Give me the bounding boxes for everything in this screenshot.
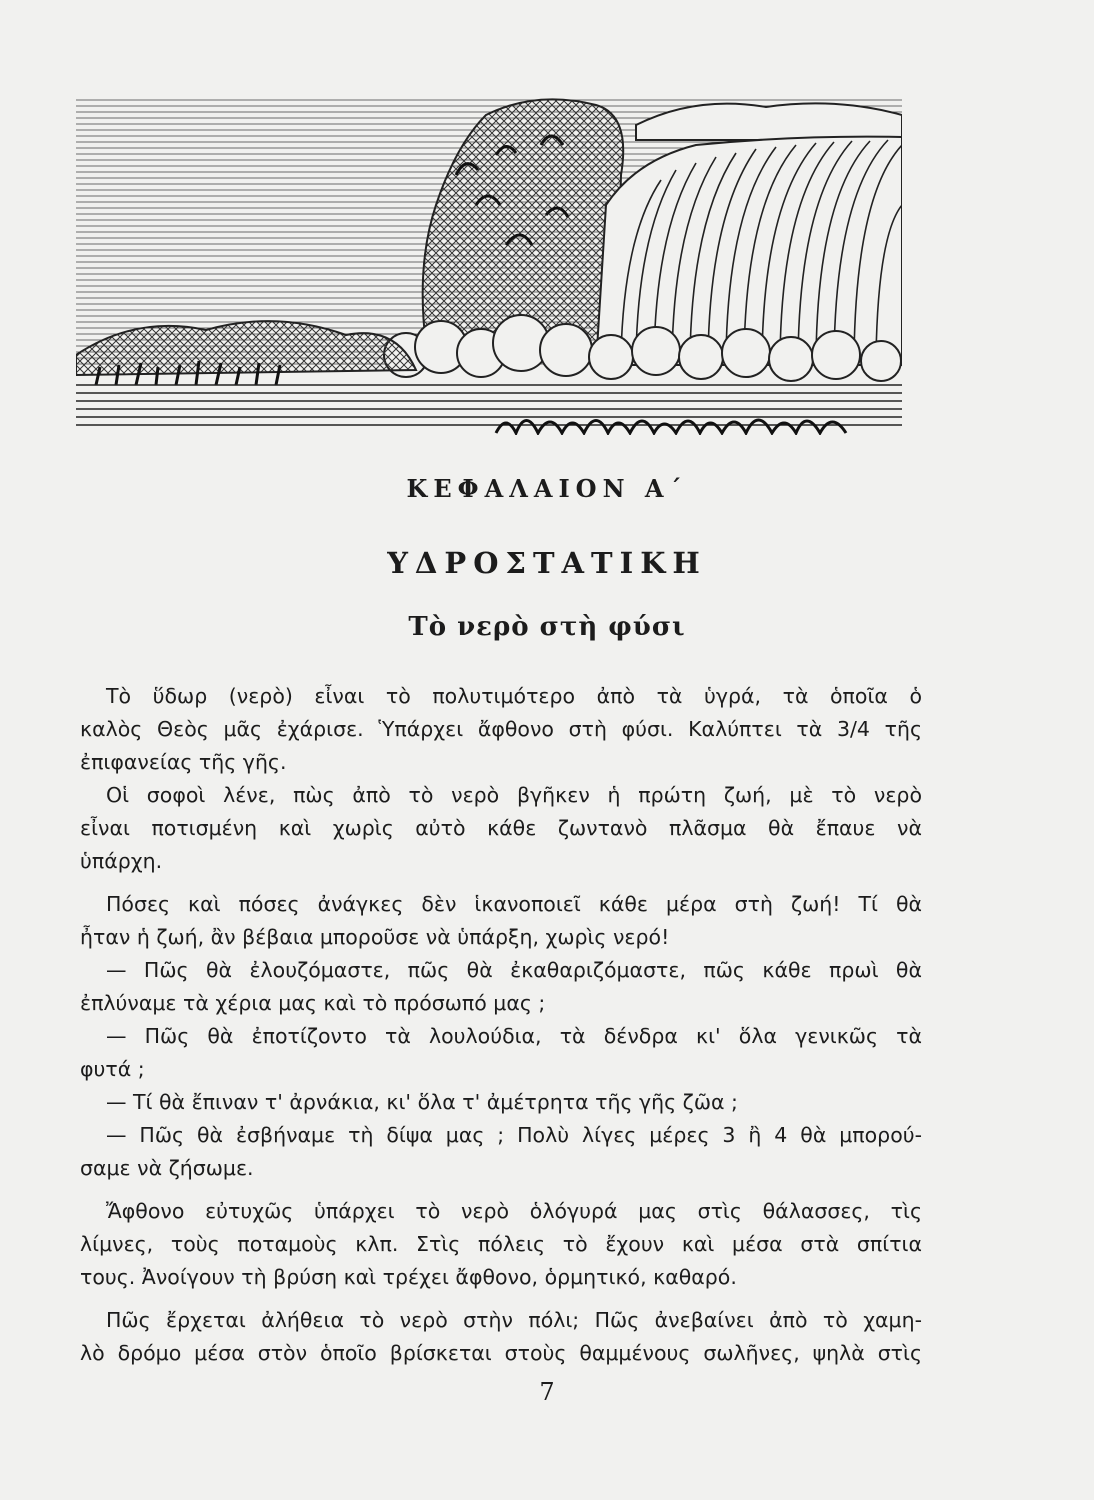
text-line: εἶναι ποτισμένη καὶ χωρὶς αὐτὸ κάθε ζωντανὸ πλᾶσμα θὰ ἔπαυε νὰ — [80, 816, 922, 840]
text-line: λὸ δρόμο μέσα στὸν ὁποῖο βρίσκεται στοὺς θαμμένους σωλῆνες, ψηλὰ στὶς — [80, 1341, 922, 1365]
text-line: λίμνες, τοὺς ποταμοὺς κλπ. Στὶς πόλεις τὸ ἔχουν καὶ μέσα στὰ σπίτια — [80, 1232, 922, 1256]
text-line: ἐπιφανείας τῆς γῆς. — [80, 750, 287, 774]
page-number: 7 — [539, 1378, 555, 1406]
page-title: ΥΔΡΟΣΤΑΤΙΚΗ — [387, 546, 707, 580]
text-line: ἦταν ἡ ζωή, ἂν βέβαια μποροῦσε νὰ ὑπάρξη, χωρὶς νερό! — [80, 925, 670, 949]
text-line: καλὸς Θεὸς μᾶς ἐχάρισε. Ὑπάρχει ἄφθονο στὴ φύσι. Καλύπτει τὰ 3/4 τῆς — [80, 717, 922, 741]
text-line: Πῶς ἔρχεται ἀλήθεια τὸ νερὸ στὴν πόλι; Πῶς ἀνεβαίνει ἀπὸ τὸ χαμη- — [106, 1308, 922, 1332]
text-line: — Τί θὰ ἔπιναν τ' ἀρνάκια, κι' ὅλα τ' ἀμέτρητα τῆς γῆς ζῶα ; — [106, 1090, 738, 1114]
text-line: τους. Ἀνοίγουν τὴ βρύση καὶ τρέχει ἄφθονο, ὁρμητικό, καθαρό. — [80, 1265, 737, 1289]
text-line: φυτά ; — [80, 1057, 145, 1081]
text-line: — Πῶς θὰ ἐσβήναμε τὴ δίψα μας ; Πολὺ λίγες μέρες 3 ἢ 4 θὰ μπορού- — [106, 1123, 922, 1147]
section-subtitle: Τὸ νερὸ στὴ φύσι — [408, 612, 686, 642]
text-line: ἐπλύναμε τὰ χέρια μας καὶ τὸ πρόσωπό μας ; — [80, 991, 546, 1015]
text-line: Οἱ σοφοὶ λένε, πὼς ἀπὸ τὸ νερὸ βγῆκεν ἡ πρώτη ζωή, μὲ τὸ νερὸ — [106, 783, 922, 807]
body-text — [80, 680, 922, 1370]
chapter-heading: ΚΕΦΑΛΑΙΟΝ Α΄ — [406, 474, 688, 503]
waterfall-illustration — [76, 85, 902, 435]
text-line: σαμε νὰ ζήσωμε. — [80, 1156, 254, 1180]
text-line: — Πῶς θὰ ἐποτίζοντο τὰ λουλούδια, τὰ δένδρα κι' ὅλα γενικῶς τὰ — [106, 1024, 922, 1048]
text-line: Τὸ ὕδωρ (νερὸ) εἶναι τὸ πολυτιμότερο ἀπὸ τὰ ὑγρά, τὰ ὁποῖα ὁ — [106, 684, 922, 708]
text-line: ὑπάρχη. — [80, 849, 163, 873]
text-line: Ἄφθονο εὐτυχῶς ὑπάρχει τὸ νερὸ ὁλόγυρά μας στὶς θάλασσες, τὶς — [106, 1199, 922, 1223]
text-line: Πόσες καὶ πόσες ἀνάγκες δὲν ἱκανοποιεῖ κάθε μέρα στὴ ζωή! Τί θὰ — [106, 892, 922, 916]
text-line: — Πῶς θὰ ἐλουζόμαστε, πῶς θὰ ἐκαθαριζόμαστε, πῶς κάθε πρωὶ θὰ — [106, 958, 922, 982]
